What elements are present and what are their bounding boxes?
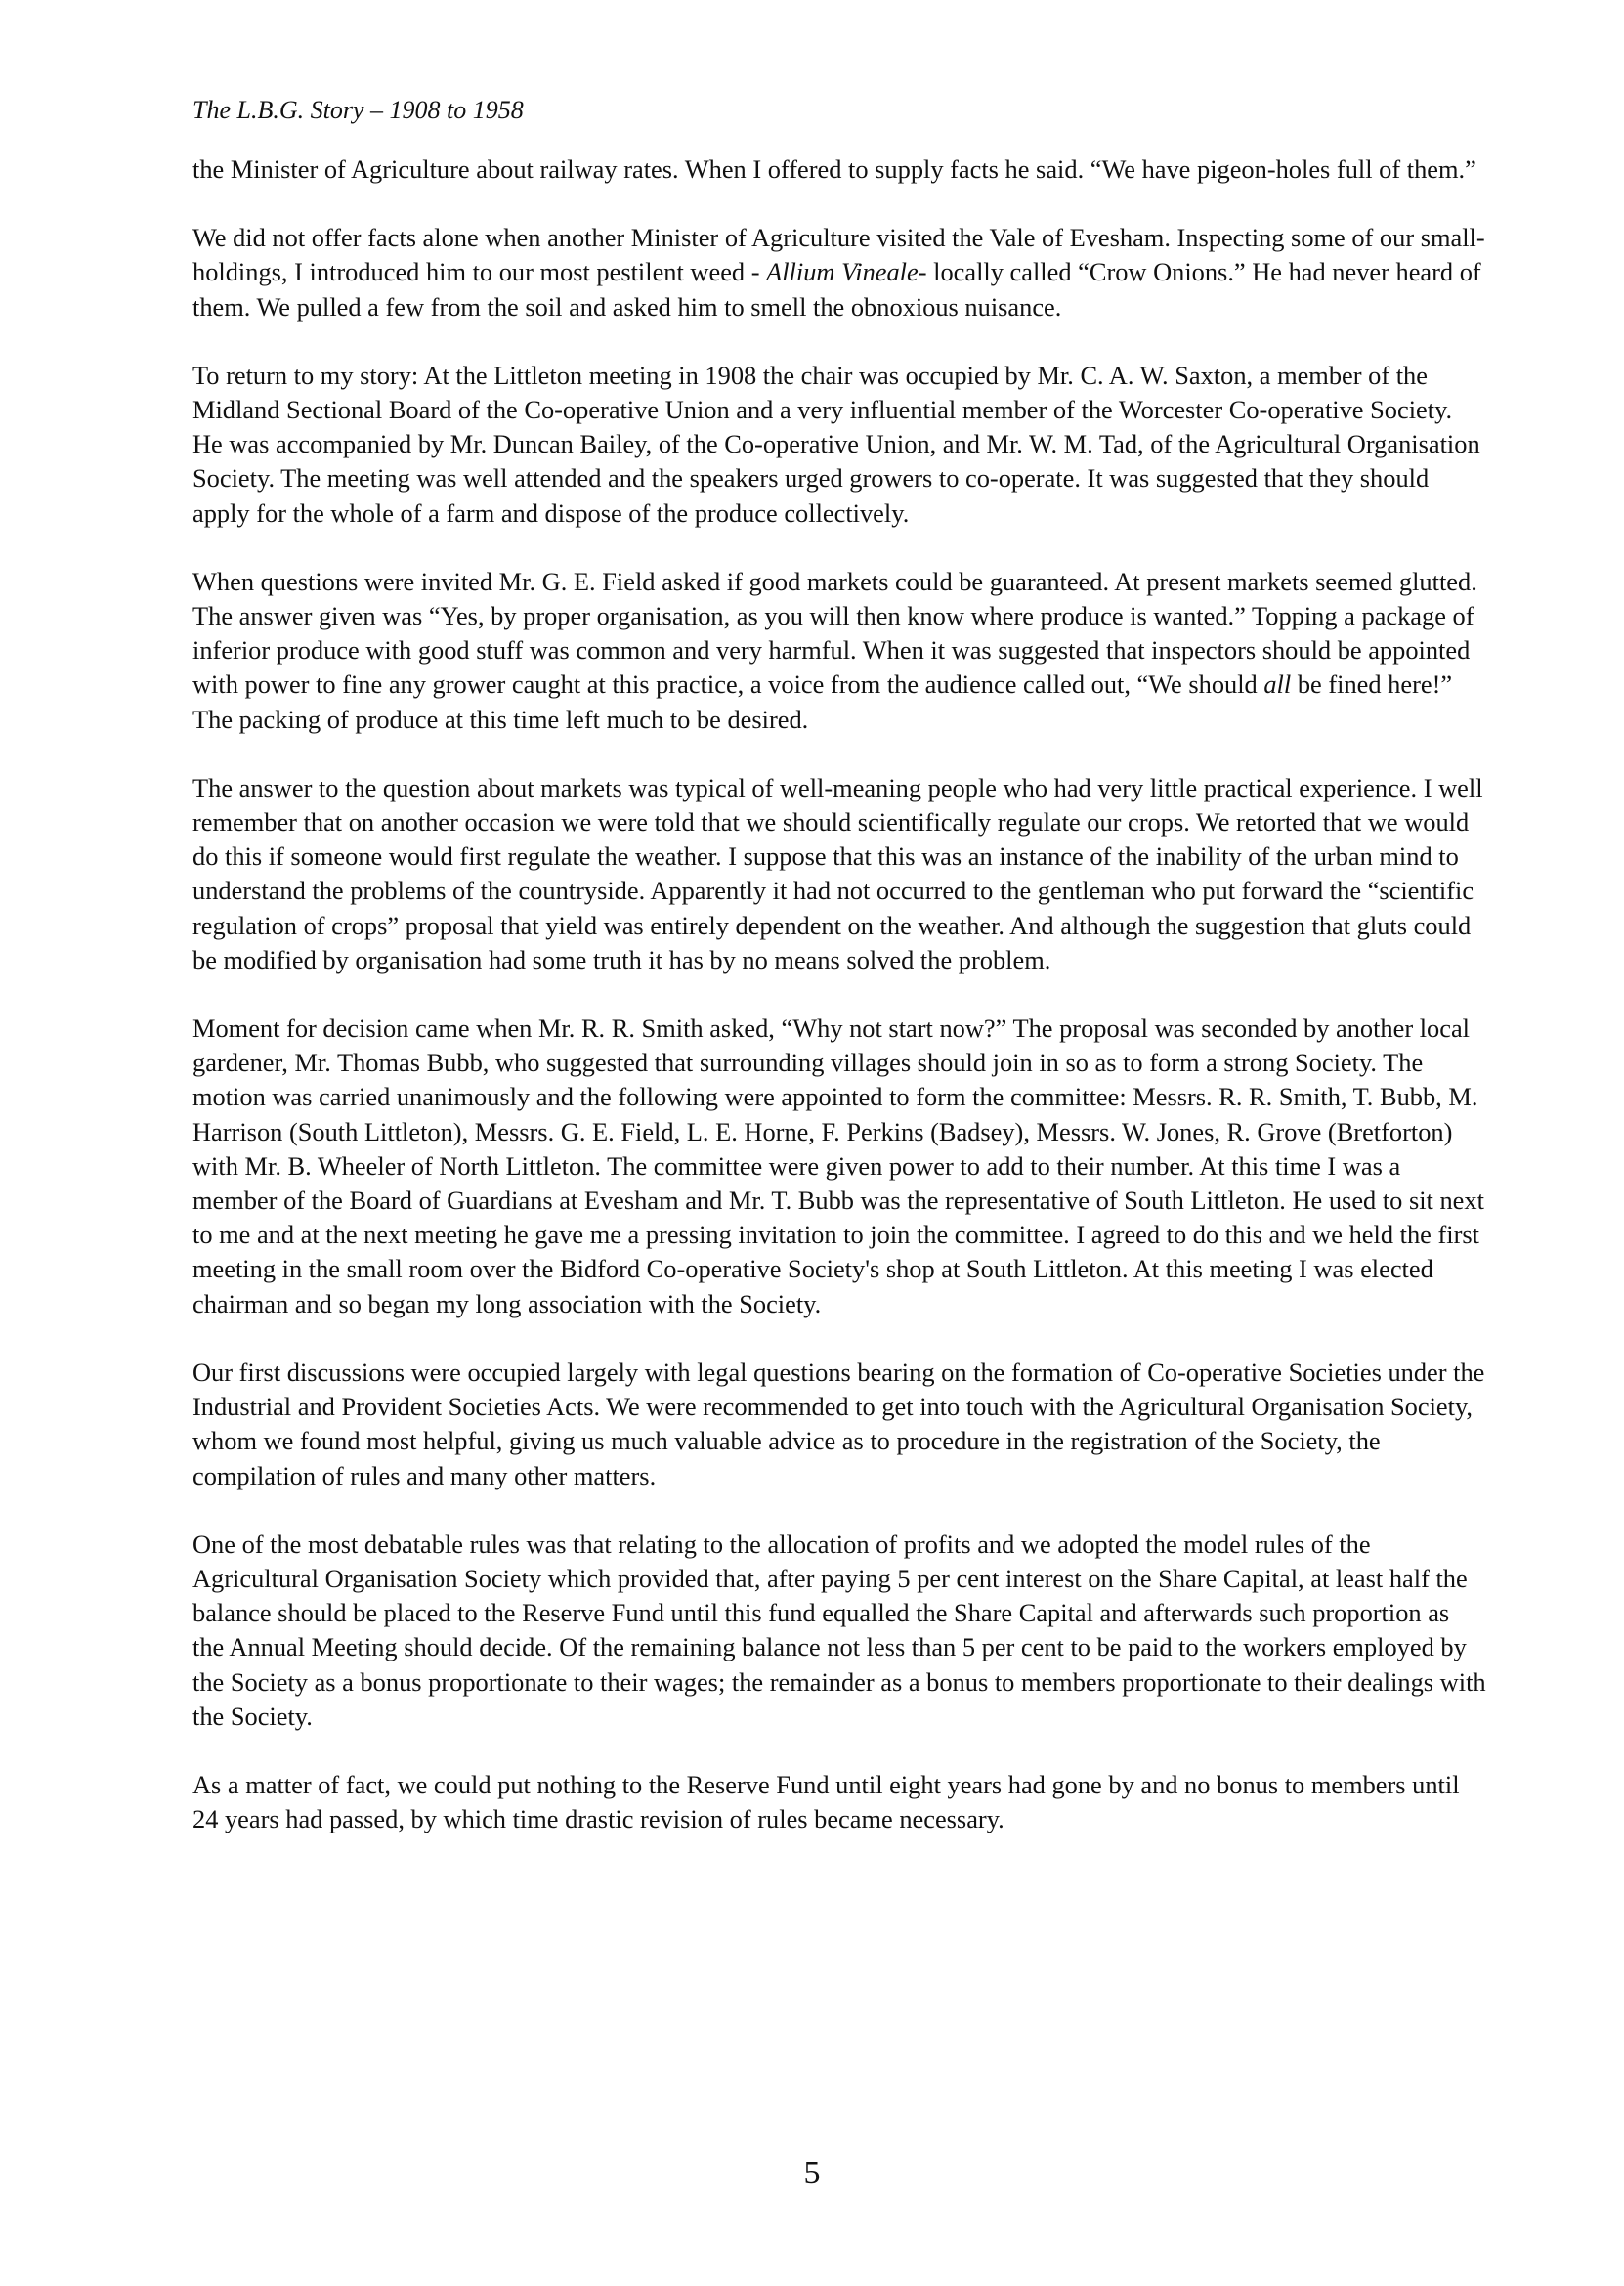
- body-text: [192, 152, 1487, 1871]
- paragraph-6: Moment for decision came when Mr. R. R. Smith asked, “Why not start now?” The proposal was seconded by another local gardener, Mr. Thomas Bubb, who suggested that surrounding villages should join in so as to form a strong Society. The motion was carried unanimously and the following were appointed to form the committee: Messrs. R. R. Smith, T. Bubb, M. Harrison (South Littleton), Messrs. G. E. Field, L. E. Horne, F. Perkins (Badsey), Messrs. W. Jones, R. Grove (Bretforton) with Mr. B. Wheeler of North Littleton. The committee were given power to add to their number. At this time I was a member of the Board of Guardians at Evesham and Mr. T. Bubb was the representative of South Littleton. He used to sit next to me and at the next meeting he gave me a pressing invitation to join the committee. I agreed to do this and we held the first meeting in the small room over the Bidford Co-operative Society's shop at South Littleton. At this meeting I was elected chairman and so began my long association with the Society.: [192, 1014, 1484, 1318]
- paragraph-9: As a matter of fact, we could put nothing to the Reserve Fund until eight years had gone by and no bonus to members until 24 years had passed, by which time drastic revision of rules became necessary.: [192, 1769, 1460, 1834]
- paragraph-2-text-after: - locally called “Crow Onions.” He had never heard of them. We pulled a few from the soil and asked him to smell the obnoxious nuisance.: [192, 257, 1481, 322]
- paragraph-1: the Minister of Agriculture about railway rates. When I offered to supply facts he said. “We have pigeon-holes full of them.”: [192, 154, 1476, 184]
- paragraph-3: To return to my story: At the Littleton meeting in 1908 the chair was occupied by Mr. C. A. W. Saxton, a member of the Midland Sectional Board of the Co-operative Union and a very influential member of the Worcester Co-operative Society. He was accompanied by Mr. Duncan Bailey, of the Co-operative Union, and Mr. W. M. Tad, of the Agricultural Organisation Society. The meeting was well attended and the speakers urged growers to co-operate. It was suggested that they should apply for the whole of a farm and dispose of the produce collectively.: [192, 360, 1480, 528]
- page-number: 5: [803, 2155, 821, 2191]
- paragraph-7: Our first discussions were occupied largely with legal questions bearing on the formation of Co-operative Societies under the Industrial and Provident Societies Acts. We were recommended to get into touch with the Agricultural Organisation Society, whom we found most helpful, giving us much valuable advice as to procedure in the registration of the Society, the compilation of rules and many other matters.: [192, 1357, 1485, 1490]
- paragraph-4-italic-word: all: [1263, 669, 1292, 700]
- paragraph-4: [192, 565, 1487, 737]
- paragraph-2: [192, 221, 1487, 324]
- running-header: The L.B.G. Story – 1908 to 1958: [192, 96, 524, 124]
- paragraph-4-text-before: When questions were invited Mr. G. E. Field asked if good markets could be guaranteed. At present markets seemed glutted. The answer given was “Yes, by proper organisation, as you will then know where produce is wanted.” Topping a package of inferior produce with good stuff was common and very harmful. When it was suggested that inspectors should be appointed with power to fine any grower caught at this practice, a voice from the audience called out, “We should: [192, 566, 1477, 700]
- paragraph-2-italic-term: Allium Vineale: [766, 257, 919, 287]
- paragraph-5: The answer to the question about markets was typical of well-meaning people who had very little practical experience. I well remember that on another occasion we were told that we should scientifically regulate our crops. We retorted that we would do this if someone would first regulate the weather. I suppose that this was an instance of the inability of the urban mind to understand the problems of the countryside. Apparently it had not occurred to the gentleman who put forward the “scientific regulation of crops” proposal that yield was entirely dependent on the weather. And although the suggestion that gluts could be modified by organisation had some truth it has by no means solved the problem.: [192, 772, 1483, 974]
- paragraph-2-text-before: We did not offer facts alone when another Minister of Agriculture visited the Vale of Evesham. Inspecting some of our small-holdings, I introduced him to our most pestilent weed -: [192, 223, 1485, 287]
- paragraph-4-text-after: be fined here!” The packing of produce at this time left much to be desired.: [192, 669, 1453, 734]
- paragraph-8: One of the most debatable rules was that relating to the allocation of profits and we adopted the model rules of the Agricultural Organisation Society which provided that, after paying 5 per cent interest on the Share Capital, at least half the balance should be placed to the Reserve Fund until this fund equalled the Share Capital and afterwards such proportion as the Annual Meeting should decide. Of the remaining balance not less than 5 per cent to be paid to the workers employed by the Society as a bonus proportionate to their wages; the remainder as a bonus to members proportionate to their dealings with the Society.: [192, 1529, 1486, 1731]
